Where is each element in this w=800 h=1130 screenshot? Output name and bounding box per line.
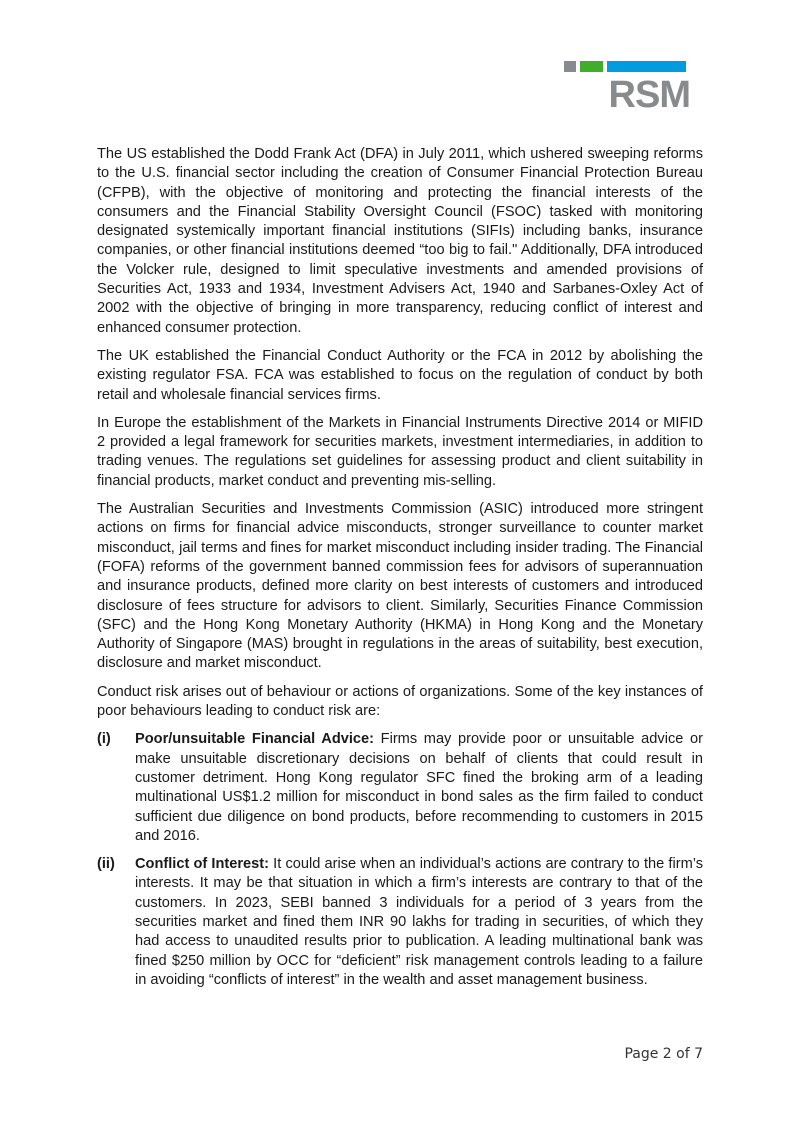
list-item-heading: Conflict of Interest: xyxy=(135,856,270,873)
paragraph-conduct-risk-intro: Conduct risk arises out of behaviour or actions of organizations. Some of the key instances of poor behaviours leading to conduct risk are: xyxy=(97,683,703,720)
document-body xyxy=(97,145,703,999)
rsm-logo xyxy=(564,61,690,116)
logo-text: RSM xyxy=(608,74,690,116)
paragraph-australia-asic: The Australian Securities and Investments Commission (ASIC) introduced more stringent actions on firms for financial advice misconducts, stronger surveillance to counter market misconduct, jail terms and fines for market misconduct including insider trading. The Financial (FOFA) reforms of the government banned commission fees for advisors of superannuation and insurance products, defined more clarity on best interests of customers and introduced disclosure of fees structure for advisors to client. Similarly, Securities Finance Commission (SFC) and the Hong Kong Monetary Authority (HKMA) in Hong Kong and the Monetary Authority of Singapore (MAS) brought in regulations in the areas of suitability, best execution, disclosure and market misconduct. xyxy=(97,501,703,672)
logo-bar-blue xyxy=(607,61,686,72)
list-item-heading: Poor/unsuitable Financial Advice: xyxy=(135,731,375,748)
logo-bar-green xyxy=(580,61,603,72)
logo-bars xyxy=(564,61,690,72)
list-item-text: Firms may provide poor or unsuitable advice or make unsuitable discretionary decisions on behalf of clients that could result in customer detriment. Hong Kong regulator SFC fined the broking arm of a leading multinational US$1.2 million for misconduct in bond sales as the firm failed to conduct sufficient due diligence on bond products, before recommending to customers in 2015 and 2016. xyxy=(135,731,703,844)
list-item-text: It could arise when an individual’s actions are contrary to the firm’s interests. It may be that situation in which a firm’s interests are contrary to that of the customers. In 2023, SEBI banned 3 individuals for a period of 3 years from the securities market and fined them INR 90 lakhs for trading in securities, of which they had access to unaudited results prior to publication. A leading multinational bank was fined $250 million by OCC for “deficient” risk management controls leading to a failure in avoiding “conflicts of interest” in the wealth and asset management business. xyxy=(135,856,704,988)
list-item-body xyxy=(135,730,703,846)
logo-bar-gray xyxy=(564,61,576,72)
list-item-number: (i) xyxy=(97,731,111,748)
paragraph-dodd-frank: The US established the Dodd Frank Act (DFA) in July 2011, which ushered sweeping reforms to the U.S. financial sector including the creation of Consumer Financial Protection Bureau (CFPB), with the objective of monitoring and protecting the financial interests of the consumers and the Financial Stability Oversight Council (FSOC) tasked with monitoring designated systemically important financial institutions (SIFIs) including banks, insurance companies, or other financial institutions deemed “too big to fail." Additionally, DFA introduced the Volcker rule, designed to limit speculative investments and amended provisions of Securities Act, 1933 and 1934, Investment Advisers Act, 1940 and Sarbanes-Oxley Act of 2002 with the objective of bringing in more transparency, reducing conflict of interest and enhanced consumer protection. xyxy=(97,146,703,336)
list-item xyxy=(97,730,703,846)
page-number: Page 2 of 7 xyxy=(624,1046,703,1062)
paragraph-uk-fca: The UK established the Financial Conduct Authority or the FCA in 2012 by abolishing the existing regulator FSA. FCA was established to focus on the regulation of conduct by both retail and wholesale financial services firms. xyxy=(97,347,703,403)
list-item xyxy=(97,855,703,990)
list-item-number: (ii) xyxy=(97,856,115,873)
list-item-body xyxy=(135,855,703,990)
paragraph-europe-mifid: In Europe the establishment of the Markets in Financial Instruments Directive 2014 or MIFID 2 provided a legal framework for securities markets, investment intermediaries, in addition to trading venues. The regulations set guidelines for assessing product and client suitability in financial products, market conduct and preventing mis-selling. xyxy=(97,414,703,489)
